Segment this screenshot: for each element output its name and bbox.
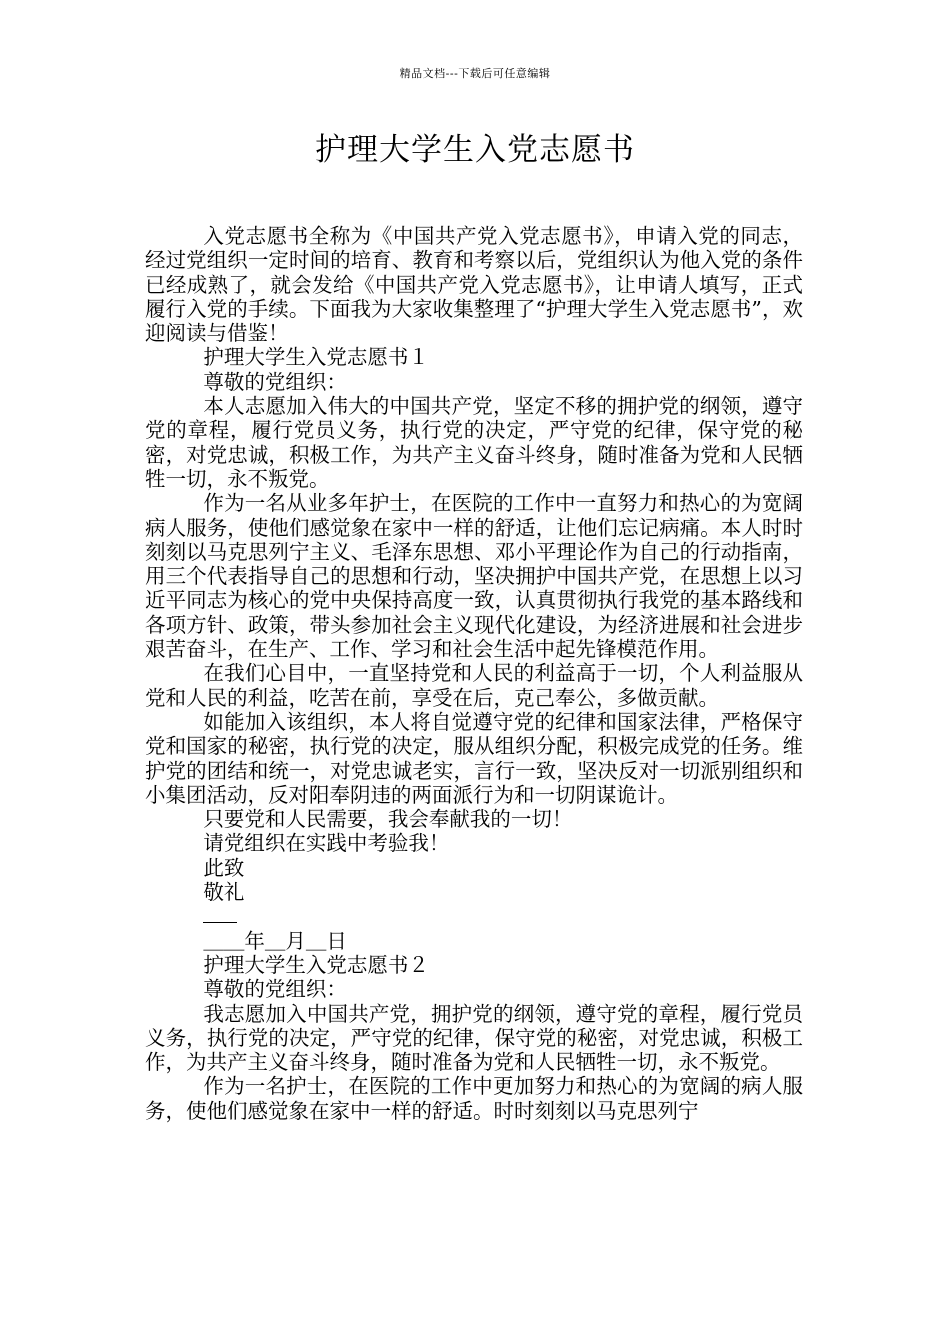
signature-underline — [203, 908, 237, 923]
header-note: 精品文档---下载后可任意编辑 — [399, 67, 551, 80]
section-heading-2: 护理大学生入党志愿书２ — [203, 952, 429, 977]
intro-paragraph: 入党志愿书全称为《中国共产党入党志愿书》，申请入党的同志，经过党组织一定时间的培育、教育和考察以后，党组织认为他入党的条件已经成熟了，就会发给《中国共产党入党志愿书》，让申请人填写，正式履行入党的手续。下面我为大家收集整理了“护理大学生入党志愿书”，欢迎阅读与借鉴！ — [145, 224, 803, 346]
document-body — [145, 224, 803, 1123]
body-paragraph: 如能加入该组织，本人将自觉遵守党的纪律和国家法律，严格保守党和国家的秘密，执行党的决定，服从组织分配，积极完成党的任务。维护党的团结和统一，对党忠诚老实，言行一致，坚决反对一切派别组织和小集团活动，反对阳奉阴违的两面派行为和一切阴谋诡计。 — [145, 709, 803, 807]
body-paragraph: 作为一名从业多年护士，在医院的工作中一直努力和热心的为宽阔病人服务，使他们感觉象在家中一样的舒适，让他们忘记病痛。本人时时刻刻以马克思列宁主义、毛泽东思想、邓小平理论作为自己的行动指南，用三个代表指导自己的思想和行动，坚决拥护中国共产党，在思想上以习近平同志为核心的党中央保持高度一致，认真贯彻执行我党的基本路线和各项方针、政策，带头参加社会主义现代化建设，为经济进展和社会进步艰苦奋斗，在生产、工作、学习和社会生活中起先锋模范作用。 — [145, 491, 803, 662]
date-line: ＿＿年＿月＿日 — [203, 928, 347, 953]
closing-jing-li: 敬礼 — [203, 880, 245, 905]
body-paragraph: 在我们心目中，一直坚持党和人民的利益高于一切，个人利益服从党和人民的利益，吃苦在前，享受在后，克己奉公，多做贡献。 — [145, 661, 803, 710]
document-title: 护理大学生入党志愿书 — [315, 132, 635, 168]
body-paragraph: 本人志愿加入伟大的中国共产党，坚定不移的拥护党的纲领，遵守党的章程，履行党员义务，执行党的决定，严守党的纪律，保守党的秘密，对党忠诚，积极工作，为共产主义奋斗终身，随时准备为党和人民牺牲一切，永不叛党。 — [145, 394, 803, 491]
body-paragraph: 请党组织在实践中考验我！ — [203, 831, 450, 856]
signature-line — [145, 904, 803, 928]
body-paragraph: 作为一名护士，在医院的工作中更加努力和热心的为宽阔的病人服务，使他们感觉象在家中一样的舒适。时时刻刻以马克思列宁 — [145, 1074, 803, 1123]
salutation-2: 尊敬的党组织： — [203, 977, 347, 1002]
body-paragraph: 只要党和人民需要，我会奉献我的一切！ — [203, 807, 573, 832]
salutation-1: 尊敬的党组织： — [203, 369, 347, 394]
body-paragraph: 我志愿加入中国共产党，拥护党的纲领，遵守党的章程，履行党员义务，执行党的决定，严守党的纪律，保守党的秘密，对党忠诚，积极工作，为共产主义奋斗终身，随时准备为党和人民牺牲一切，永不叛党。 — [145, 1001, 803, 1075]
section-heading-1: 护理大学生入党志愿书１ — [203, 345, 429, 370]
closing-ci-zhi: 此致 — [203, 855, 245, 880]
